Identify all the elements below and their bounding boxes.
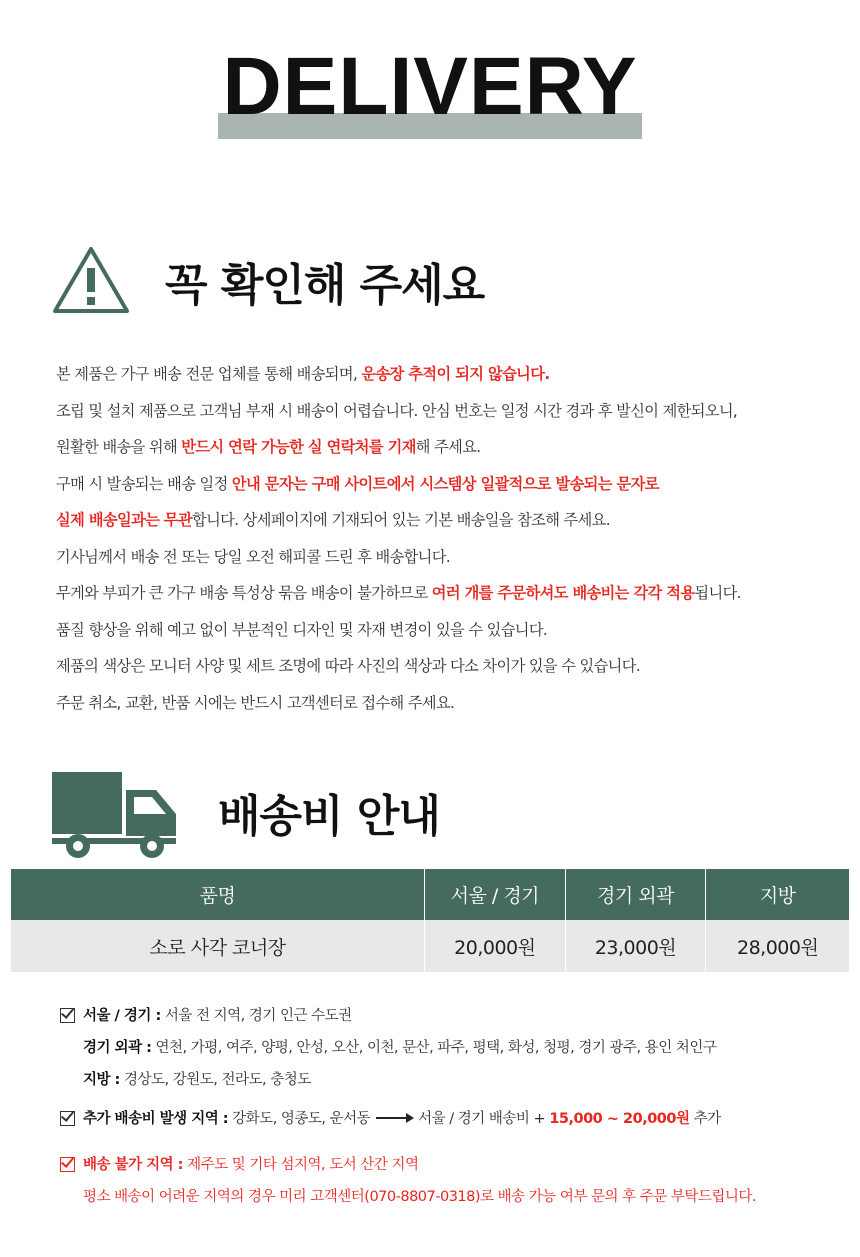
delivery-truck-icon [52, 770, 180, 862]
region-label: 경기 외곽 : [83, 1040, 152, 1056]
notice-highlight: 운송장 추적이 되지 않습니다. [361, 365, 550, 383]
notice-list [56, 356, 846, 721]
notice-item [56, 575, 846, 612]
region-text: 경상도, 강원도, 전라도, 충청도 [119, 1072, 311, 1088]
region-label: 서울 / 경기 : [83, 1008, 161, 1024]
region-label: 지방 : [83, 1072, 120, 1088]
region-local [60, 1064, 850, 1096]
notice-item [56, 466, 846, 503]
region-label: 배송 불가 지역 : [83, 1157, 183, 1173]
notice-highlight: 안내 문자는 구매 사이트에서 시스템상 일괄적으로 발송되는 문자로 [231, 474, 659, 493]
notice-text: 해 주세요. [415, 438, 481, 456]
page-title: DELIVERY [222, 41, 638, 132]
region-text: 제주도 및 기타 섬지역, 도서 산간 지역 [182, 1157, 419, 1173]
notice-highlight: 여러 개를 주문하셔도 배송비는 각각 적용 [431, 584, 695, 602]
no-delivery-note: 평소 배송이 어려운 지역의 경우 미리 고객센터(070-8807-0318)로 배송 가능 여부 문의 후 주문 부탁드립니다. [83, 1189, 757, 1205]
region-info-extra [60, 1103, 850, 1135]
notice-item [56, 612, 846, 649]
notice-text: 본 제품은 가구 배송 전문 업체를 통해 배송되며, [56, 365, 362, 383]
notice-highlight: 실제 배송일과는 무관 [56, 511, 193, 529]
cell-outer-fee: 23,000원 [565, 920, 706, 972]
warning-triangle-icon [50, 244, 132, 316]
notice-item [56, 648, 846, 685]
table-header-row [11, 869, 849, 920]
region-info-standard [60, 1000, 850, 1096]
notice-text: 구매 시 발송되는 배송 일정 [56, 474, 232, 493]
notice-item [56, 356, 846, 393]
cell-local-fee: 28,000원 [706, 920, 849, 972]
notice-text: 기사님께서 배송 전 또는 당일 오전 해피콜 드린 후 배송합니다. [56, 547, 451, 566]
fee-heading: 배송비 안내 [218, 791, 440, 842]
region-seoul [60, 1000, 850, 1032]
checkbox-checked-icon [60, 1111, 75, 1126]
region-label: 추가 배송비 발생 지역 : [83, 1111, 229, 1127]
region-text: 서울 전 지역, 경기 인근 수도권 [160, 1008, 352, 1024]
checkbox-checked-icon [60, 1157, 75, 1172]
region-text: 서울 / 경기 배송비 + [418, 1111, 550, 1127]
col-header-outer: 경기 외곽 [565, 869, 706, 920]
notice-text: 주문 취소, 교환, 반품 시에는 반드시 고객센터로 접수해 주세요. [56, 693, 455, 712]
region-outer [60, 1032, 850, 1064]
region-info-unavailable [60, 1149, 850, 1213]
notice-text: 됩니다. [694, 584, 741, 602]
region-text: 추가 [689, 1111, 721, 1127]
region-text: 연천, 가평, 여주, 양평, 안성, 오산, 이천, 문산, 파주, 평택, 화성, 청평, 경기 광주, 용인 처인구 [151, 1040, 717, 1056]
region-text: 강화도, 영종도, 운서동 [228, 1111, 371, 1127]
notice-text: 품질 향상을 위해 예고 없이 부분적인 디자인 및 자재 변경이 있을 수 있습니다. [56, 620, 548, 639]
arrow-right-icon [376, 1117, 412, 1119]
table-row [11, 920, 849, 972]
notice-text: 무게와 부피가 큰 가구 배송 특성상 묶음 배송이 불가하므로 [56, 584, 432, 602]
extra-fee-amount: 15,000 ~ 20,000원 [549, 1111, 690, 1127]
notice-item [56, 539, 846, 576]
notice-heading: 꼭 확인해 주세요 [165, 260, 485, 311]
region-no-delivery [60, 1149, 850, 1181]
notice-text: 합니다. 상세페이지에 기재되어 있는 기본 배송일을 참조해 주세요. [192, 511, 610, 529]
region-extra-fee [60, 1103, 850, 1135]
notice-item [56, 685, 846, 722]
notice-highlight: 반드시 연락 가능한 실 연락처를 기재 [181, 438, 416, 456]
notice-text: 조립 및 설치 제품으로 고객님 부재 시 배송이 어렵습니다. 안심 번호는 일정 시간 경과 후 발신이 제한되오니, [56, 401, 738, 420]
col-header-product: 품명 [11, 869, 425, 920]
notice-text: 제품의 색상은 모니터 사양 및 세트 조명에 따라 사진의 색상과 다소 차이가 있을 수 있습니다. [56, 657, 641, 675]
notice-item [56, 429, 846, 466]
col-header-local: 지방 [706, 869, 849, 920]
cell-seoul-fee: 20,000원 [425, 920, 566, 972]
delivery-fee-table [11, 869, 849, 972]
col-header-seoul: 서울 / 경기 [425, 869, 566, 920]
notice-text: 원활한 배송을 위해 [56, 438, 182, 456]
notice-item [56, 502, 846, 539]
checkbox-checked-icon [60, 1008, 75, 1023]
cell-product: 소로 사각 코너장 [11, 920, 425, 972]
notice-item [56, 393, 846, 430]
